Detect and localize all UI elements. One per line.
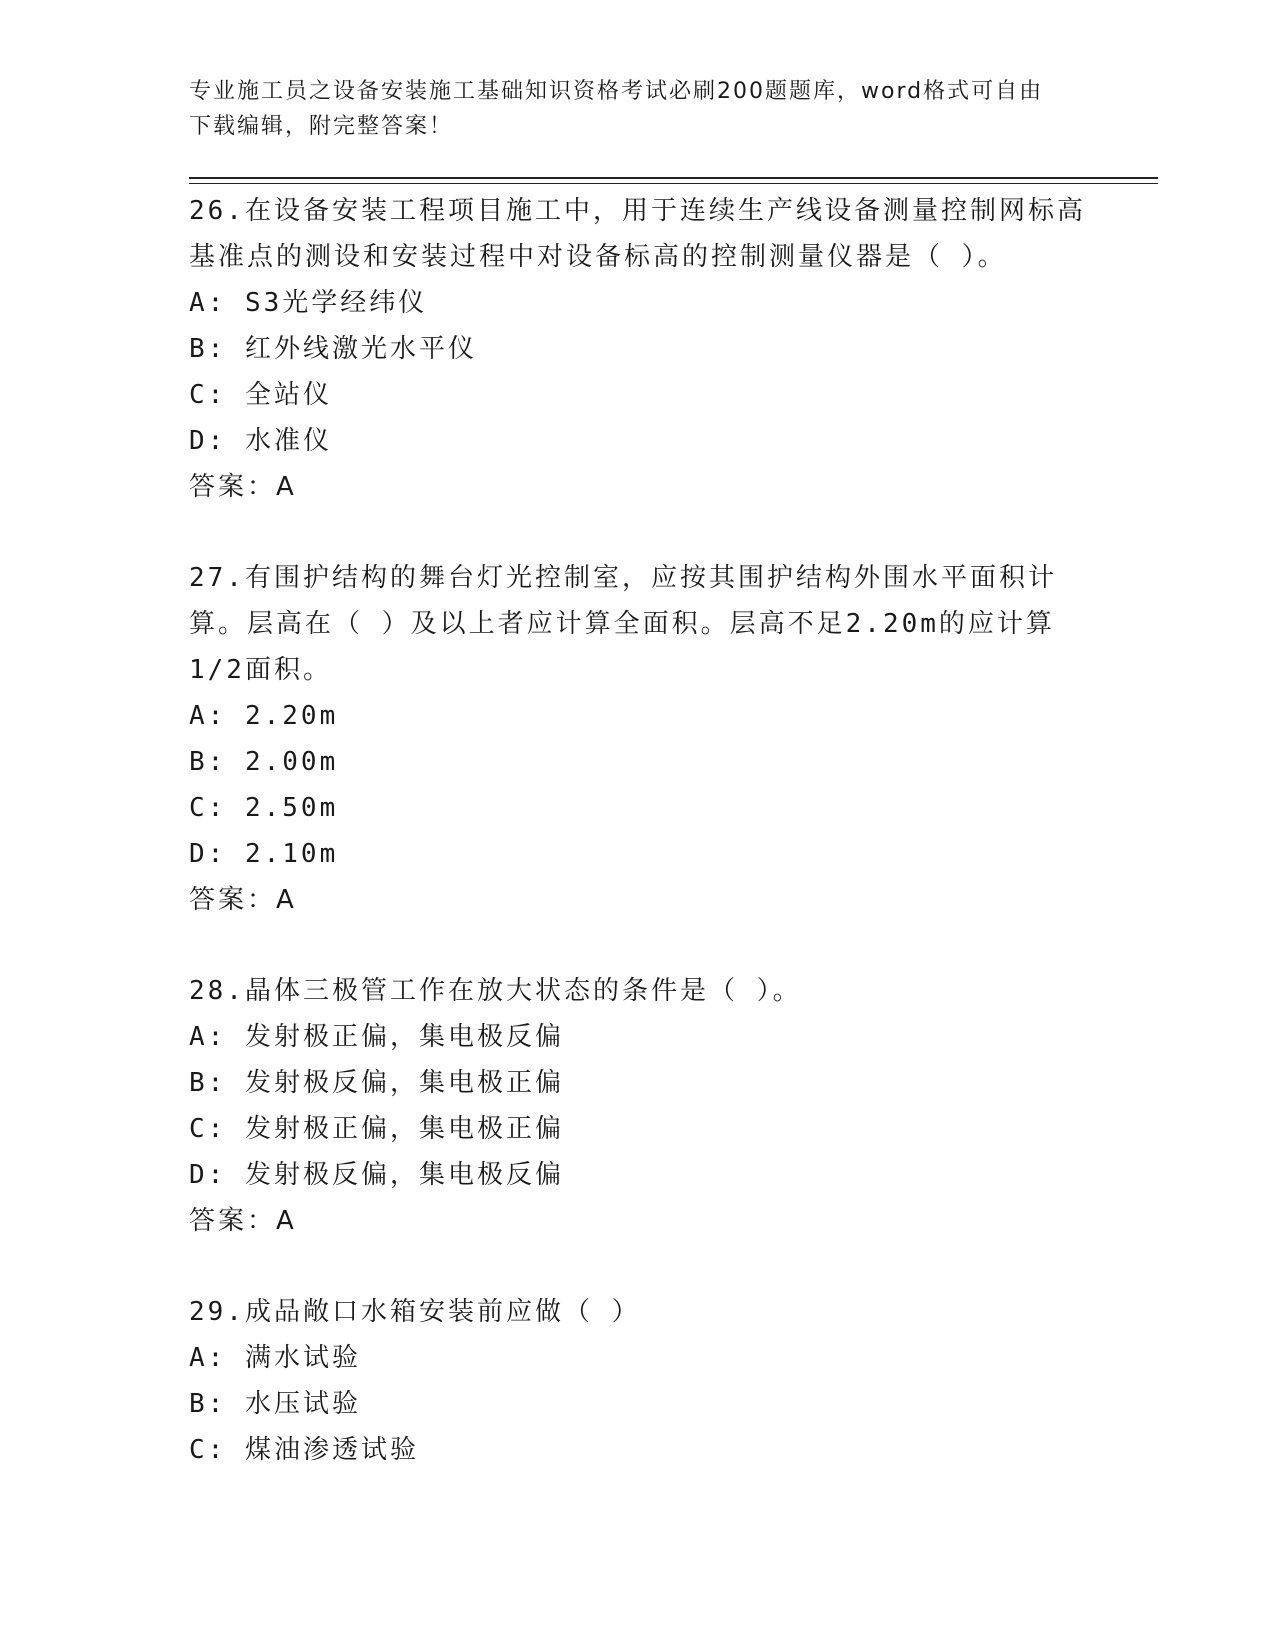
option-a: A: 2.20m <box>189 701 339 731</box>
header-divider-thin <box>189 183 1158 184</box>
option-b: B: 水压试验 <box>189 1389 361 1419</box>
header-title-line-1: 专业施工员之设备安装施工基础知识资格考试必刷200题题库，word格式可自由 <box>189 79 1044 104</box>
answer-line: 答案：A <box>189 472 297 502</box>
option-c: C: 发射极正偏，集电极正偏 <box>189 1114 564 1144</box>
question-stem: 27.有围护结构的舞台灯光控制室，应按其围护结构外围水平面积计算。层高在（ ）及以上者应计算全面积。层高不足2.20m的应计算1/2面积。 <box>189 563 1057 685</box>
question-27 <box>189 555 1089 923</box>
option-b: B: 发射极反偏，集电极正偏 <box>189 1068 564 1098</box>
header-title-line-2: 下载编辑，附完整答案！ <box>189 114 454 139</box>
option-c: C: 全站仪 <box>189 380 332 410</box>
option-a: A: S3光学经纬仪 <box>189 288 428 318</box>
option-d: D: 水准仪 <box>189 426 332 456</box>
option-a: A: 满水试验 <box>189 1343 361 1373</box>
option-c: C: 煤油渗透试验 <box>189 1435 419 1465</box>
question-stem: 28.晶体三极管工作在放大状态的条件是（ ）。 <box>189 976 802 1006</box>
question-list <box>189 188 1089 1473</box>
option-c: C: 2.50m <box>189 793 339 823</box>
question-stem: 26.在设备安装工程项目施工中，用于连续生产线设备测量控制网标高基准点的测设和安装过程中对设备标高的控制测量仪器是（ ）。 <box>189 196 1086 272</box>
question-stem: 29.成品敞口水箱安装前应做（ ） <box>189 1297 641 1327</box>
option-a: A: 发射极正偏，集电极反偏 <box>189 1022 564 1052</box>
option-b: B: 2.00m <box>189 747 339 777</box>
option-d: D: 2.10m <box>189 839 339 869</box>
question-28 <box>189 968 1089 1244</box>
question-29 <box>189 1289 1089 1473</box>
question-26 <box>189 188 1089 510</box>
option-d: D: 发射极反偏，集电极反偏 <box>189 1160 564 1190</box>
answer-line: 答案：A <box>189 885 297 915</box>
answer-line: 答案：A <box>189 1206 297 1236</box>
option-b: B: 红外线激光水平仪 <box>189 334 477 364</box>
header-divider-thick <box>189 177 1158 179</box>
document-header <box>189 74 1069 144</box>
